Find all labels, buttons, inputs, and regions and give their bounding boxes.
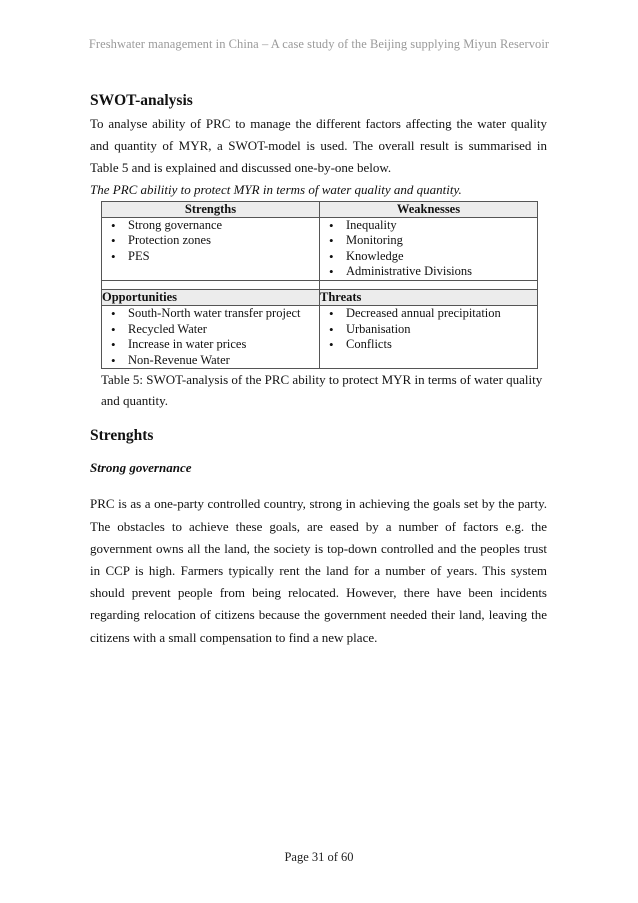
running-header: Freshwater management in China – A case study of the Beijing supplying Miyun Reservoir (88, 37, 550, 51)
list-item: • Decreased annual precipitation (326, 306, 537, 322)
list-item: • Increase in water prices (108, 337, 319, 353)
list-item: • Strong governance (108, 218, 319, 234)
section-title: SWOT-analysis (90, 92, 193, 109)
list-item: • Monitoring (326, 233, 537, 249)
threats-list (320, 306, 537, 353)
strengths-list (102, 218, 319, 265)
swot-table (101, 201, 538, 370)
strong-governance-subheading: Strong governance (90, 460, 192, 476)
swot-top-row (102, 217, 538, 280)
table-caption: Table 5: SWOT-analysis of the PRC ability to protect MYR in terms of water quality and quantity. (101, 372, 543, 409)
opportunities-cell (102, 305, 320, 368)
list-item: • Urbanisation (326, 322, 537, 338)
list-item: • Inequality (326, 218, 537, 234)
strengths-cell (102, 217, 320, 280)
strengths-section-title: Strenghts (90, 427, 154, 445)
list-item: • Protection zones (108, 233, 319, 249)
list-item: • PES (108, 249, 319, 265)
weaknesses-cell (319, 217, 537, 280)
table-intro-italic: The PRC abilitiy to protect MYR in terms of water quality and quantity. (90, 181, 462, 197)
list-item: • Administrative Divisions (326, 264, 537, 280)
list-item: • Non-Revenue Water (108, 353, 319, 369)
swot-header-row (102, 201, 538, 217)
intro-paragraph: To analyse ability of PRC to manage the different factors affecting the water quality and quantity of MYR, a SWOT-model is used. The overall result is summarised in Table 5 and is explained and discussed one-by-one below. (90, 116, 547, 176)
threats-header: Threats (319, 289, 537, 305)
list-item: • Conflicts (326, 337, 537, 353)
strong-governance-paragraph: PRC is as a one-party controlled country, strong in achieving the goals set by the party. The obstacles to achieve these goals, are eased by a number of factors e.g. the government owns all the land, the society is top-down controlled and the peoples trust in CCP is high. Farmers typically rent the land for a number of years. This system should prevent people from being relocated. However, there have been incidents regarding relocation of citizens because the government needed their land, leaving the citizens with a small compensation to find a new place. (90, 496, 547, 645)
threats-cell (319, 305, 537, 368)
list-item: • Knowledge (326, 249, 537, 265)
weaknesses-header: Weaknesses (319, 201, 537, 217)
weaknesses-list (320, 218, 537, 280)
table-spacer (319, 280, 537, 289)
opportunities-header: Opportunities (102, 289, 320, 305)
swot-spacer-row (102, 280, 538, 289)
page-content (90, 90, 547, 649)
list-item: • South-North water transfer project (108, 306, 319, 322)
table-spacer (102, 280, 320, 289)
list-item: • Recycled Water (108, 322, 319, 338)
swot-bottom-row (102, 305, 538, 368)
strengths-header: Strengths (102, 201, 320, 217)
page-number: Page 31 of 60 (284, 850, 354, 864)
swot-lower-header-row (102, 289, 538, 305)
opportunities-list (102, 306, 319, 368)
